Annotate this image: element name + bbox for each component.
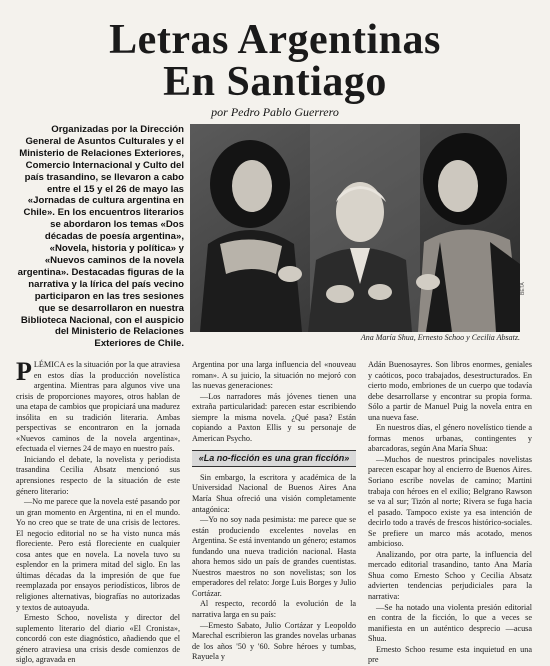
column-2 xyxy=(192,360,356,663)
paragraph: En nuestros días, el género novelístico tiende a formas menos urbanas, contingentes y abarcadoras, según Ana María Shua: xyxy=(368,423,532,454)
article-photo xyxy=(190,124,520,332)
paragraph: —No me parece que la novela esté pasando por un gran momento en Argentina, ni en el mundo. Yo no creo que se trate de una crisis de lectores. El negocio editorial no se ha visto nunca más floreciente. Pero está floreciente en cualquier cosa antes que en novela. La novela tuvo su esplendor en la primera mitad del siglo. En las últimas décadas da la impresión de que fue reemplazada por ensayos periodísticos, libros de religiones alternativas, biografías no autorizadas y textos de autoayuda. xyxy=(16,497,180,612)
paragraph: Al respecto, recordó la evolución de la narrativa larga en su país: xyxy=(192,599,356,620)
column-3 xyxy=(368,360,532,666)
headline-line-2: En Santiago xyxy=(163,59,387,105)
headline-line-1: Letras Argentinas xyxy=(109,17,441,63)
photo-credit: BETA xyxy=(520,282,526,295)
paragraph: Analizando, por otra parte, la influencia del mercado editorial trasandino, tanto Ana María Shua como Ernesto Schoo y Cecilia Absatz advierten tendencias perjudiciales para la narrativa: xyxy=(368,549,532,602)
paragraph: —Muchos de nuestros principales novelistas parecen escapar hoy al encierro de Buenos Aires. Soriano escribe novelas de camino; Martini trabaja con héroes en el exilio; Belgrano Rawson se va al sur; Tizón al norte; Rivera se fuga hacia el pasado. Tampoco existe ya esa intención de decirlo todo a través de frescos histórico-sociales. Se prefiere un marco más acotado, menos ambicioso. xyxy=(368,454,532,549)
paragraph: —Ernesto Sabato, Julio Cortázar y Leopoldo Marechal escribieron las grandes novelas urbanas de los años '50 y '60. Sobre héroes y tumbas, Rayuela y xyxy=(192,620,356,662)
lead-paragraph: Organizadas por la Dirección General de Asuntos Culturales y el Ministerio de Relaciones Exteriores, Comercio Internacional y Culto del país trasandino, se llevaron a cabo entre el 15 y el 26 de mayo las «Jornadas de cultura argentina en Chile». En los encuentros literarios se abordaron los temas «Dos décadas de poesía argentina», «Novela, historia y política» y «Nuevos caminos de la novela argentina». Destacadas figuras de la narrativa y la lírica del país vecino participaron en las tres sesiones que se desarrollaron en nuestra Biblioteca Nacional, con el auspicio del Ministerio de Relaciones Exteriores de Chile. xyxy=(17,124,184,350)
paragraph: —Yo no soy nada pesimista: me parece que se están produciendo excelentes novelas en Argentina. Se está inventando un género; estamos fundando una nueva tradición nacional. Hasta ahora hemos sido un país de grandes cuentistas. Nuestros maestros no son novelistas; son los emperadores del relato: Jorge Luis Borges y Julio Cortázar. xyxy=(192,515,356,598)
paragraph: Ernesto Schoo resume esta inquietud en una pre xyxy=(368,644,532,665)
paragraph: Adán Buenosayres. Son libros enormes, geniales y caóticos, poco trabajados, desestructurados. En cierto modo, embriones de un cuerpo que todavía debe desarrollarse y encontrar su propia forma. Sólo a partir de Manuel Puig la novela entra en una nueva fase. xyxy=(368,360,532,422)
photo-caption: Ana María Shua, Ernesto Schoo y Cecilia Absatz. xyxy=(360,333,520,342)
pull-quote: «La no-ficción es una gran ficción» xyxy=(192,450,356,467)
paragraph: Sin embargo, la escritora y académica de la Universidad Nacional de Buenos Aires Ana María Shua ofreció una visión completamente antagónica: xyxy=(192,472,356,514)
paragraph: Ernesto Schoo, novelista y director del suplemento literario del diario «El Cronista», concordó con este diagnóstico, añadiendo que el género atraviesa una crisis desde comienzos de siglo, agravada en xyxy=(16,613,180,665)
paragraph: —Se ha notado una violenta presión editorial en contra de la ficción, lo que a veces se manifiesta en un auténtico desprecio —acusa Shua. xyxy=(368,602,532,644)
column-1 xyxy=(16,357,180,666)
paragraph: Iniciando el debate, la novelista y periodista trasandina Cecilia Absatz mencionó sus aprensiones respecto de la situación de este género literario: xyxy=(16,454,180,496)
paragraph: —Los narradores más jóvenes tienen una extraña particularidad: parecen estar escribiendo siempre la misma novela. ¿Qué pasa? Están copiando a Paxton Ellis y su personaje de American Psycho. xyxy=(192,391,356,443)
paragraph: Argentina por una larga influencia del «nouveau roman». A su juicio, la situación no mejoró con las nuevas generaciones: xyxy=(192,360,356,391)
photo-illustration xyxy=(190,124,520,332)
drop-cap: P xyxy=(16,357,32,386)
byline: por Pedro Pablo Guerrero xyxy=(211,105,339,119)
paragraph: PLÉMICA es la situación por la que atraviesa en estos días la producción novelística argentina. Mientras para algunos vive una crisis de proporciones mayores, otros hablan de una etapa de cambios que propiciará una madurez insólita en su tradición literaria. Ambas perspectivas se encontraron en la jornada «Nuevos caminos de la novela argentina», efectuada el viernes 24 de mayo en nuestro país. xyxy=(16,357,180,454)
